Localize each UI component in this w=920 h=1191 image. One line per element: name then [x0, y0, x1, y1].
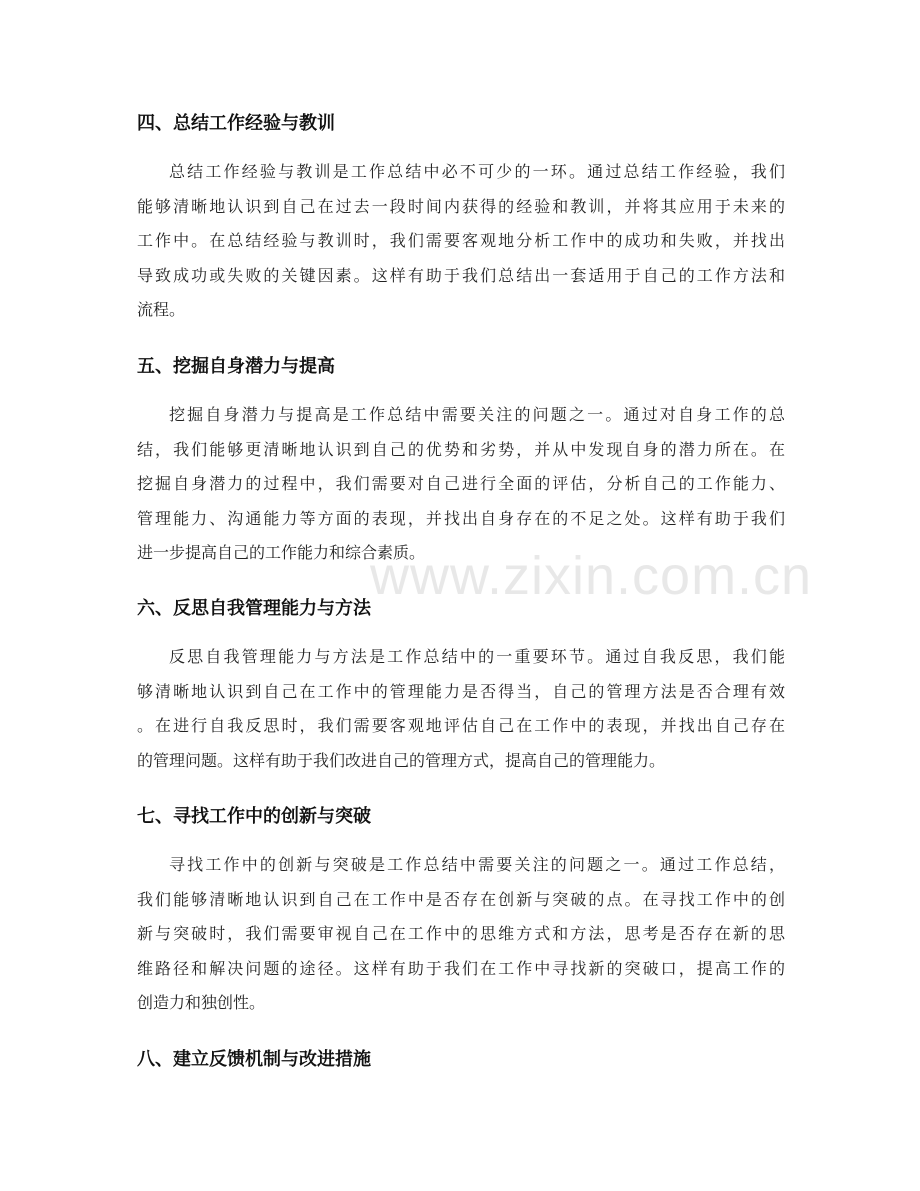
paragraph-line: 寻找工作中的创新与突破是工作总结中需要关注的问题之一。通过工作总结， — [169, 855, 785, 874]
section-paragraph-5 — [137, 398, 785, 571]
paragraph-line: 创造力和独创性。 — [137, 993, 266, 1012]
paragraph-line: 流程。 — [137, 300, 186, 319]
paragraph-line: 维路径和解决问题的途径。这样有助于我们在工作中寻找新的突破口，提高工作的 — [137, 958, 785, 978]
paragraph-line: 我们能够清晰地认识到自己在工作中是否存在创新与突破的点。在寻找工作中的创 — [137, 889, 785, 909]
paragraph-line: 挖掘自身潜力的过程中，我们需要对自己进行全面的评估，分析自己的工作能力、 — [137, 474, 785, 493]
paragraph-line: 工作中。在总结经验与教训时，我们需要客观地分析工作中的成功和失败，并找出 — [137, 231, 785, 250]
paragraph-line: 总结工作经验与教训是工作总结中必不可少的一环。通过总结工作经验，我们 — [169, 162, 785, 181]
paragraph-line: 结，我们能够更清晰地认识到自己的优势和劣势，并从中发现自身的潜力所在。在 — [137, 439, 785, 459]
paragraph-line: 进一步提高自己的工作能力和综合素质。 — [137, 543, 426, 562]
section-heading-6: 六、反思自我管理能力与方法 — [137, 598, 371, 619]
paragraph-line: 挖掘自身潜力与提高是工作总结中需要关注的问题之一。通过对自身工作的总 — [169, 405, 785, 424]
section-paragraph-6 — [137, 640, 785, 778]
watermark: www.zixin.com.cn — [370, 546, 813, 606]
paragraph-line: 能够清晰地认识到自己在过去一段时间内获得的经验和教训，并将其应用于未来的 — [137, 196, 785, 216]
paragraph-line: 管理能力、沟通能力等方面的表现，并找出自身存在的不足之处。这样有助于我们 — [137, 508, 785, 528]
section-heading-4: 四、总结工作经验与教训 — [137, 113, 335, 134]
section-heading-5: 五、挖掘自身潜力与提高 — [137, 356, 335, 377]
paragraph-line: 够清晰地认识到自己在工作中的管理能力是否得当，自己的管理方法是否合理有效 — [137, 681, 785, 701]
section-paragraph-4 — [137, 155, 785, 328]
paragraph-line: 反思自我管理能力与方法是工作总结中的一重要环节。通过自我反思，我们能 — [169, 647, 785, 666]
section-heading-7: 七、寻找工作中的创新与突破 — [137, 806, 371, 827]
section-heading-8: 八、建立反馈机制与改进措施 — [137, 1049, 371, 1070]
paragraph-line: 新与突破时，我们需要审视自己在工作中的思维方式和方法，思考是否存在新的思 — [137, 924, 785, 943]
section-paragraph-7 — [137, 848, 785, 1021]
paragraph-line: 。在进行自我反思时，我们需要客观地评估自己在工作中的表现，并找出自己存在 — [137, 716, 785, 735]
paragraph-line: 的管理问题。这样有助于我们改进自己的管理方式，提高自己的管理能力。 — [137, 750, 666, 770]
paragraph-line: 导致成功或失败的关键因素。这样有助于我们总结出一套适用于自己的工作方法和 — [137, 265, 785, 285]
